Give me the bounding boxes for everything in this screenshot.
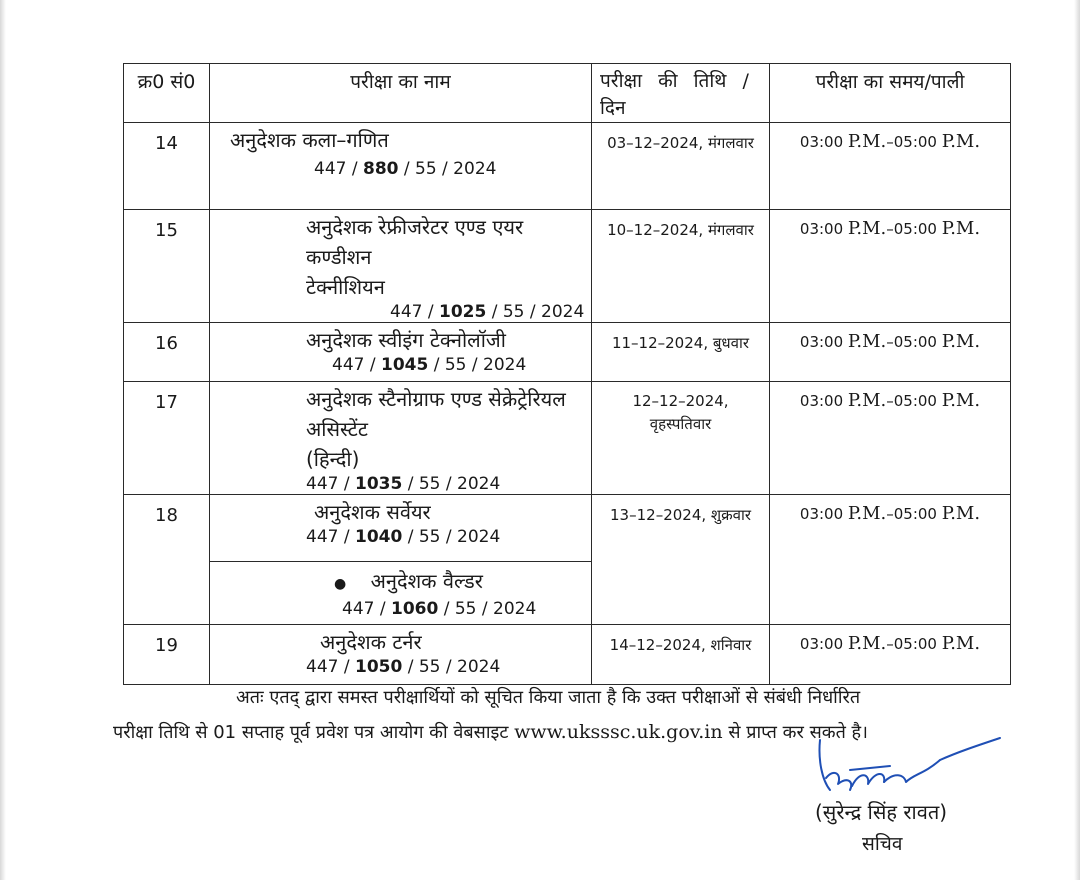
notice-line-2-start: परीक्षा तिथि से 01 सप्ताह पूर्व प्रवेश पत्र आयोग की वेबसाइट	[113, 722, 515, 743]
code-number: 1045	[380, 355, 429, 375]
code-suffix: / 55 / 2024	[428, 355, 527, 375]
row-sno: 15	[124, 210, 210, 323]
bullet-icon: ●	[334, 576, 347, 592]
header-date-line1: परीक्षा की तिथि /	[600, 70, 749, 92]
time-end: –05:00	[886, 505, 942, 523]
code-prefix: 447 /	[390, 302, 439, 322]
exam-schedule-table	[123, 63, 1011, 685]
time-end-pm: P.M.	[941, 131, 981, 152]
notice-line-2-end: से प्राप्त कर सकते है।	[722, 722, 868, 743]
notice-line-1: अतः एतद् द्वारा समस्त परीक्षार्थियों को सूचित किया जाता है कि उक्त परीक्षाओं से संबंधी निर्धारित	[236, 687, 861, 708]
row-sno: 17	[124, 382, 210, 495]
row-sno: 19	[124, 625, 210, 685]
row-exam-name-line2: टेक्नीशियन	[306, 275, 385, 299]
signature-block	[790, 730, 1030, 870]
row-time	[770, 210, 1011, 323]
time-start: 03:00	[799, 392, 848, 410]
row-time	[770, 123, 1011, 210]
code-suffix: / 55 / 2024	[486, 302, 585, 322]
code-suffix: / 55 / 2024	[398, 159, 497, 179]
row-sno: 16	[124, 323, 210, 382]
signatory-designation: सचिव	[862, 833, 903, 855]
time-end: –05:00	[886, 133, 942, 151]
row-date	[592, 123, 770, 210]
table-row	[124, 323, 1011, 382]
row-date-text: 13–12–2024, शुक्रवार	[610, 506, 751, 524]
table-row	[124, 210, 1011, 323]
time-end-pm: P.M.	[941, 331, 981, 352]
row-date-text: 11–12–2024, बुधवार	[611, 334, 750, 352]
row-exam-code	[210, 657, 591, 677]
row-date-day: वृहस्पतिवार	[649, 415, 712, 433]
sub-entry	[210, 561, 591, 619]
row-exam-cell	[210, 382, 592, 495]
code-prefix: 447 /	[332, 355, 381, 375]
time-end-pm: P.M.	[941, 218, 981, 239]
row-exam-name: अनुदेशक कला–गणित	[230, 128, 389, 152]
code-suffix: / 55 / 2024	[438, 599, 537, 619]
row-exam-code	[210, 159, 591, 179]
time-start-pm: P.M.	[847, 633, 887, 654]
time-start-pm: P.M.	[847, 503, 887, 524]
row-exam-cell	[210, 123, 592, 210]
time-end: –05:00	[886, 333, 942, 351]
row-exam-name: अनुदेशक टर्नर	[320, 630, 422, 654]
code-number: 1040	[354, 527, 403, 547]
row-date-text: 03–12–2024, मंगलवार	[607, 134, 754, 152]
row-exam-cell	[210, 495, 592, 625]
time-start: 03:00	[799, 505, 848, 523]
row-exam-code	[210, 474, 591, 494]
row-time	[770, 382, 1011, 495]
time-start-pm: P.M.	[847, 331, 887, 352]
code-suffix: / 55 / 2024	[402, 527, 501, 547]
row-date	[592, 495, 770, 625]
code-suffix: / 55 / 2024	[402, 657, 501, 677]
code-prefix: 447 /	[306, 657, 355, 677]
row-exam-code	[210, 527, 591, 561]
page-shadow-right	[1074, 0, 1080, 880]
row-date-text: 10–12–2024, मंगलवार	[607, 221, 754, 239]
table-row	[124, 495, 1011, 625]
website-link[interactable]: www.uksssc.uk.gov.in	[514, 721, 723, 743]
header-date	[592, 64, 770, 123]
time-start: 03:00	[799, 220, 848, 238]
row-exam-cell	[210, 210, 592, 323]
time-end: –05:00	[886, 220, 942, 238]
time-start: 03:00	[799, 133, 848, 151]
row-exam-name: अनुदेशक सर्वेयर	[314, 500, 431, 524]
code-prefix: 447 /	[306, 527, 355, 547]
row-time	[770, 495, 1011, 625]
code-number: 1050	[354, 657, 403, 677]
table-row	[124, 123, 1011, 210]
row-time	[770, 323, 1011, 382]
code-number: 1025	[438, 302, 487, 322]
page-shadow-left	[0, 0, 6, 880]
row-exam-name: अनुदेशक स्वीइंग टेक्नोलॉजी	[306, 328, 506, 352]
row-exam-name-line2: (हिन्दी)	[306, 447, 360, 471]
header-date-line2: दिन	[600, 97, 626, 119]
sub-entry-name-line	[210, 566, 591, 599]
row-exam-cell	[210, 323, 592, 382]
table-row	[124, 625, 1011, 685]
row-date	[592, 625, 770, 685]
time-end: –05:00	[886, 392, 942, 410]
code-suffix: / 55 / 2024	[402, 474, 501, 494]
row-date	[592, 323, 770, 382]
code-number: 1035	[354, 474, 403, 494]
code-prefix: 447 /	[306, 474, 355, 494]
header-time: परीक्षा का समय/पाली	[770, 64, 1011, 123]
header-exam-name: परीक्षा का नाम	[210, 64, 592, 123]
sub-entry-name: अनुदेशक वैल्डर	[370, 569, 483, 593]
row-sno: 14	[124, 123, 210, 210]
time-end-pm: P.M.	[941, 633, 981, 654]
code-number: 880	[362, 159, 399, 179]
time-start-pm: P.M.	[847, 390, 887, 411]
row-exam-name: अनुदेशक रेफ्रीजरेटर एण्ड एयर कण्डीशन	[306, 215, 524, 269]
row-date-text: 14–12–2024, शनिवार	[609, 636, 752, 654]
time-start-pm: P.M.	[847, 218, 887, 239]
time-start: 03:00	[799, 635, 848, 653]
time-end-pm: P.M.	[941, 503, 981, 524]
sub-entry-code	[210, 599, 591, 619]
table-header-row	[124, 64, 1011, 123]
signatory-name: (सुरेन्द्र सिंह रावत)	[815, 800, 948, 824]
code-number: 1060	[390, 599, 439, 619]
time-start-pm: P.M.	[847, 131, 887, 152]
time-start: 03:00	[799, 333, 848, 351]
row-sno: 18	[124, 495, 210, 625]
code-prefix: 447 /	[342, 599, 391, 619]
row-exam-code	[210, 355, 591, 375]
table-row	[124, 382, 1011, 495]
row-date-text: 12–12–2024,	[632, 392, 729, 410]
row-date	[592, 382, 770, 495]
time-end-pm: P.M.	[941, 390, 981, 411]
row-exam-code	[210, 302, 591, 322]
row-date	[592, 210, 770, 323]
time-end: –05:00	[886, 635, 942, 653]
code-prefix: 447 /	[314, 159, 363, 179]
row-time	[770, 625, 1011, 685]
row-exam-cell	[210, 625, 592, 685]
header-sno: क्र0 सं0	[124, 64, 210, 123]
row-exam-name: अनुदेशक स्टैनोग्राफ एण्ड सेक्रेट्रेरियल असिस्टेंट	[306, 387, 566, 441]
